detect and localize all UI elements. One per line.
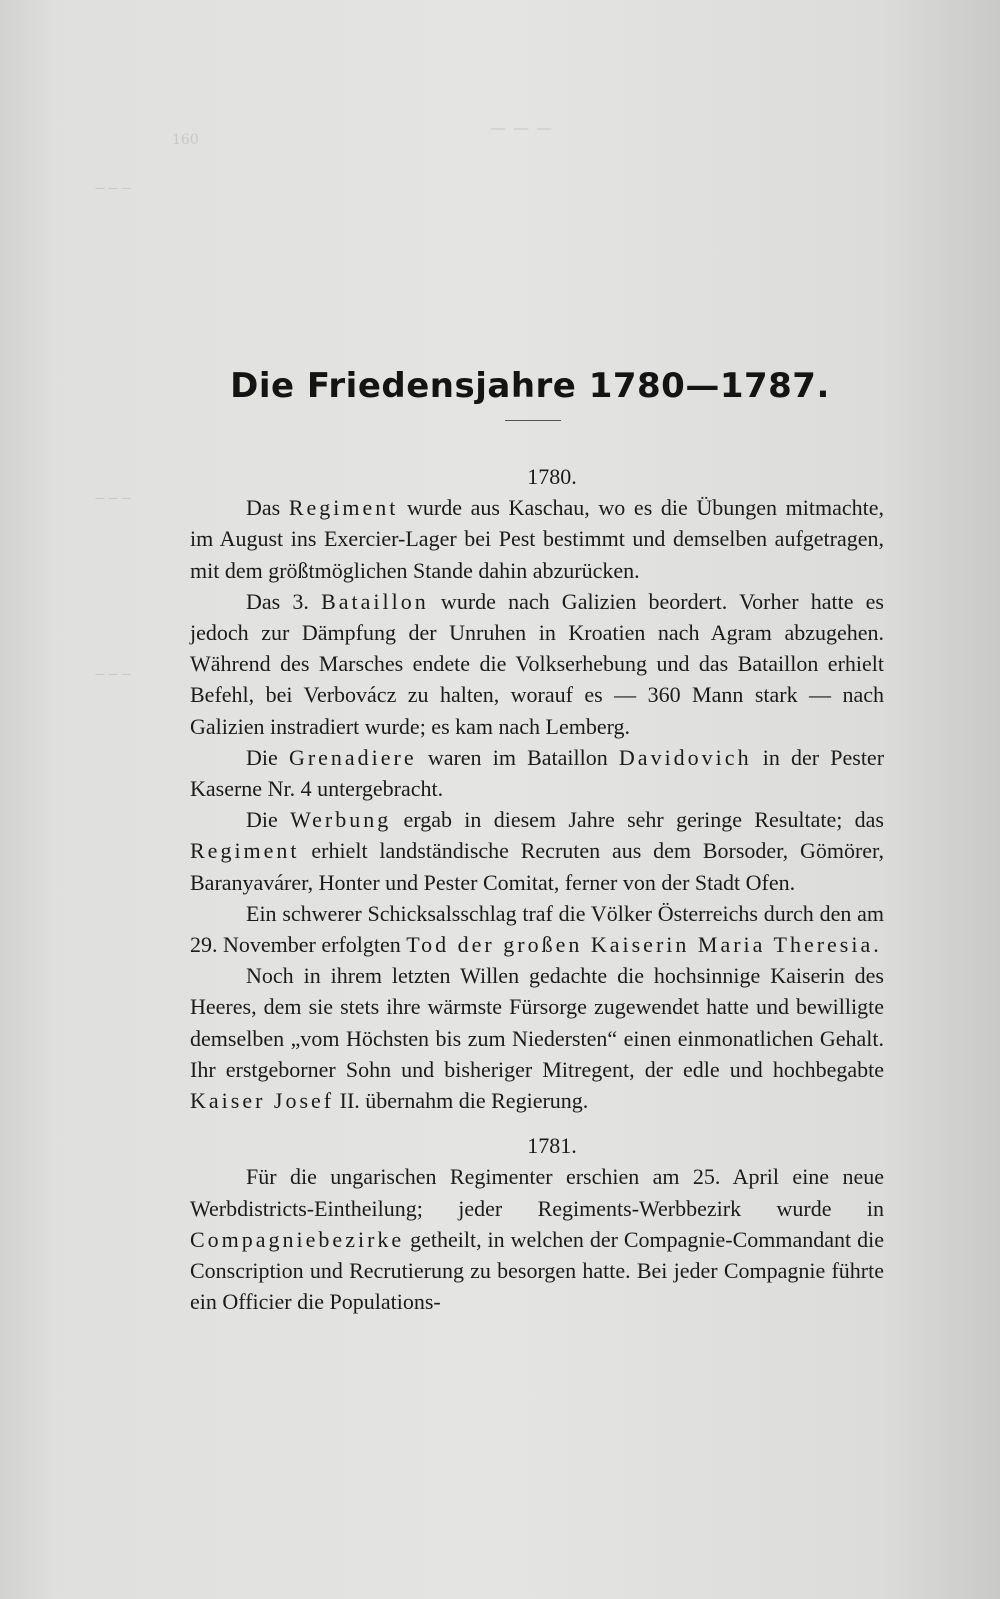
paragraph-text: Noch in ihrem letzten Willen gedachte die hochsinnige Kaiserin des Heeres, dem sie stets ihre wärmste Fürsorge zugewendet hatte und bewilligte demselben „vom Höchsten bis zum Niedersten“ einen einmonatlichen Gehalt. Ihr erstgeborner Sohn und bisheriger Mitregent, der edle und hochbegabte bbox=[190, 963, 884, 1082]
year-heading: 1781. bbox=[527, 1133, 577, 1159]
bleed-through-margin-note: — — — bbox=[94, 669, 132, 680]
paragraph-text: Das 3. bbox=[246, 588, 322, 614]
paragraph-text: wurde aus Kaschau, wo es die Übungen mitmachte, im August ins Exercier-Lager bei Pest bestimmt und demselben aufgetragen, mit dem größtmöglichen Stande dahin abzurücken. bbox=[190, 495, 884, 583]
spaced-emphasis-text: Tod der großen Kaiserin Maria Theresia bbox=[406, 932, 874, 958]
paragraph bbox=[190, 1161, 884, 1317]
paragraph-text: Die bbox=[246, 744, 289, 770]
bleed-through-text bbox=[176, 172, 876, 204]
bleed-through-margin-note: — — — bbox=[94, 183, 132, 194]
paragraph-text: Ein schwerer Schicksalsschlag traf die Völker Österreichs durch den am 29. November erfolgten bbox=[190, 900, 884, 958]
spaced-emphasis-text: Kaiser Josef bbox=[190, 1088, 335, 1114]
title-rule bbox=[505, 420, 561, 421]
paragraph bbox=[190, 492, 884, 586]
spaced-emphasis-text: Grenadiere bbox=[288, 744, 417, 770]
spaced-emphasis-text: Davidovich bbox=[618, 744, 752, 770]
paragraph-text: in der Pester Kaserne Nr. 4 untergebracht. bbox=[190, 744, 885, 802]
paragraph-text: Für die ungarischen Regimenter erschien am 25. April eine neue Werbdistricts-Eintheilung; jeder Regiments-Werbbezirk wurde in bbox=[190, 1164, 884, 1221]
bleed-through-header: — — — bbox=[490, 118, 554, 137]
spaced-emphasis-text: Regiment bbox=[190, 838, 300, 864]
year-heading: 1780. bbox=[527, 464, 577, 489]
body-text bbox=[190, 461, 884, 1317]
paragraph-text: II. übernahm die Regierung. bbox=[334, 1088, 589, 1114]
paragraph-text: Die bbox=[246, 807, 291, 833]
paragraph-text: Das bbox=[246, 495, 289, 521]
paragraph bbox=[190, 960, 884, 1116]
paragraph-text: erhielt landständische Recruten aus dem Borsoder, Gömörer, Baranyavárer, Honter und Pester Comitat, ferner von der Stadt Ofen. bbox=[190, 838, 884, 895]
paragraph bbox=[190, 898, 884, 960]
spaced-emphasis-text: Bataillon bbox=[321, 588, 429, 614]
spaced-emphasis-text: Werbung bbox=[290, 807, 392, 833]
paragraph-text: . bbox=[873, 932, 879, 958]
paragraph bbox=[190, 742, 884, 804]
paragraph-text: getheilt, in welchen der Compagnie-Commandant die Conscription und Recrutierung zu besorgen hatte. Bei jeder Compagnie führte ein Officier die Populations- bbox=[190, 1226, 884, 1315]
paragraph bbox=[190, 804, 884, 898]
spaced-emphasis-text: Compagniebezirke bbox=[190, 1226, 405, 1252]
spaced-emphasis-text: Regiment bbox=[288, 495, 399, 521]
paragraph-text: wurde nach Galizien beordert. Vorher hatte es jedoch zur Dämpfung der Unruhen in Kroatien nach Agram abzugehen. Während des Marsches endete die Volkserhebung und das Bataillon erhielt Befehl, bei Verbovácz zu halten, worauf es — 360 Mann stark — nach Galizien instradiert wurde; es kam nach Lemberg. bbox=[190, 588, 884, 739]
chapter-title: Die Friedensjahre 1780—1787. bbox=[230, 365, 830, 406]
bleed-through-margin-note: — — — bbox=[94, 493, 132, 504]
paragraph-text: waren im Bataillon bbox=[416, 744, 619, 770]
paragraph-text: ergab in diesem Jahre sehr geringe Resultate; das bbox=[391, 807, 884, 833]
paragraph bbox=[190, 586, 884, 742]
bleed-through-page-number: 160 bbox=[172, 132, 199, 148]
